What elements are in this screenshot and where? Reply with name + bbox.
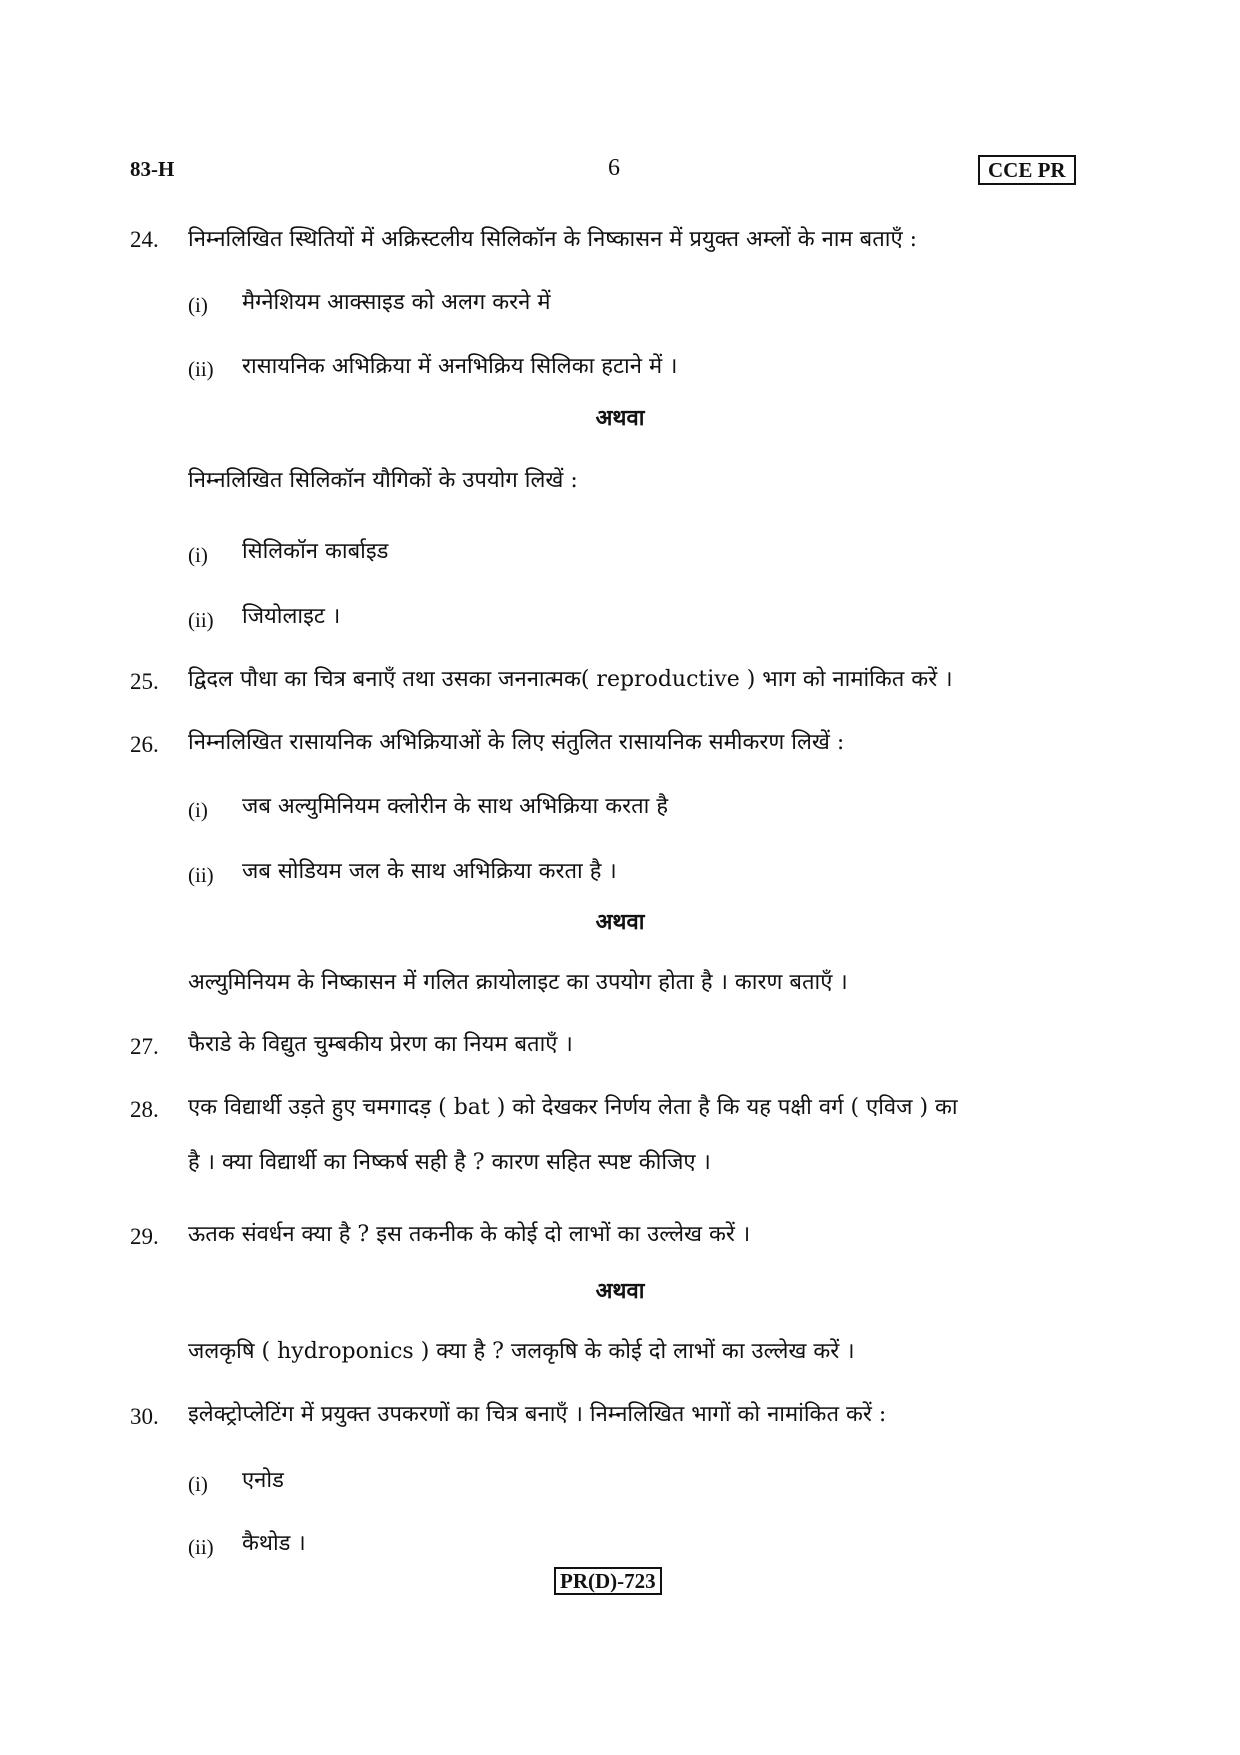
question-text: ऊतक संवर्धन क्या है ? इस तकनीक के कोई दो लाभों का उल्लेख करें । <box>188 1222 751 1247</box>
sub-label: (i) <box>188 293 208 317</box>
sub-text: एनोड <box>242 1468 284 1493</box>
alternative-text: जलकृषि ( hydroponics ) क्या है ? जलकृषि के कोई दो लाभों का उल्लेख करें । <box>188 1339 855 1364</box>
question-text: फैराडे के विद्युत चुम्बकीय प्रेरण का नियम बताएँ । <box>188 1032 573 1057</box>
question-text: द्विदल पौधा का चित्र बनाएँ तथा उसका जननात्मक( reproductive ) भाग को नामांकित करें । <box>188 667 953 692</box>
question-number: 28. <box>130 1097 159 1122</box>
question-text: इलेक्ट्रोप्लेटिंग में प्रयुक्त उपकरणों का चित्र बनाएँ । निम्नलिखित भागों को नामांकित करें : <box>188 1402 887 1427</box>
sub-text: जब सोडियम जल के साथ अभिक्रिया करता है । <box>242 859 617 884</box>
question-number: 30. <box>130 1404 159 1429</box>
paper-code: 83-H <box>130 157 175 181</box>
sub-label: (ii) <box>188 1535 214 1559</box>
question-number: 27. <box>130 1034 159 1059</box>
or-separator: अथवा <box>595 1278 645 1304</box>
sub-text: सिलिकॉन कार्बाइड <box>242 539 389 564</box>
page-number: 6 <box>608 155 620 181</box>
question-number: 24. <box>130 227 159 252</box>
question-text: निम्नलिखित स्थितियों में अक्रिस्टलीय सिलिकॉन के निष्कासन में प्रयुक्त अम्लों के नाम बताएँ : <box>188 227 918 252</box>
alternative-text: अल्युमिनियम के निष्कासन में गलित क्रायोलाइट का उपयोग होता है । कारण बताएँ । <box>188 970 848 995</box>
sub-text: कैथोड । <box>242 1531 306 1556</box>
or-separator: अथवा <box>595 909 645 935</box>
sub-text: रासायनिक अभिक्रिया में अनभिक्रिय सिलिका हटाने में । <box>242 354 678 379</box>
question-text-continued: है । क्या विद्यार्थी का निष्कर्ष सही है ? कारण सहित स्पष्ट कीजिए । <box>188 1150 711 1175</box>
question-number: 29. <box>130 1224 159 1249</box>
or-separator: अथवा <box>595 405 645 431</box>
sub-label: (ii) <box>188 608 214 632</box>
sub-text: जियोलाइट । <box>242 604 341 629</box>
sub-text: मैग्नेशियम आक्साइड को अलग करने में <box>242 290 551 315</box>
sub-label: (i) <box>188 798 208 822</box>
question-number: 25. <box>130 669 159 694</box>
question-text: निम्नलिखित रासायनिक अभिक्रियाओं के लिए संतुलित रासायनिक समीकरण लिखें : <box>188 730 845 755</box>
footer-code-box: PR(D)-723 <box>554 1567 662 1595</box>
sub-text: जब अल्युमिनियम क्लोरीन के साथ अभिक्रिया करता है <box>242 794 669 819</box>
sub-label: (i) <box>188 1472 208 1496</box>
question-number: 26. <box>130 732 159 757</box>
question-text: एक विद्यार्थी उड़ते हुए चमगादड़ ( bat ) को देखकर निर्णय लेता है कि यह पक्षी वर्ग ( एविज ) का <box>188 1095 958 1120</box>
sub-label: (ii) <box>188 357 214 381</box>
alternative-text: निम्नलिखित सिलिकॉन यौगिकों के उपयोग लिखें : <box>188 468 578 493</box>
series-box: CCE PR <box>978 155 1076 185</box>
sub-label: (i) <box>188 543 208 567</box>
sub-label: (ii) <box>188 863 214 887</box>
